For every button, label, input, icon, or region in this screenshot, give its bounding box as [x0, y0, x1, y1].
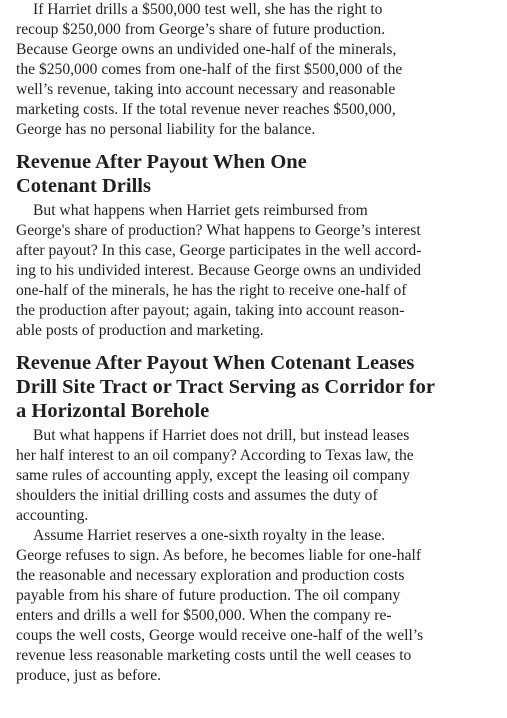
text-line: payable from his share of future production. The oil company	[16, 587, 401, 604]
text-line: recoup $250,000 from George’s share of future production.	[16, 21, 386, 38]
text-line: revenue less reasonable marketing costs until the well ceases to	[16, 647, 412, 664]
document-page	[16, 0, 502, 686]
text-line: ing to his undivided interest. Because George owns an undivided	[16, 262, 422, 279]
paragraph-after-payout	[16, 201, 502, 341]
heading-line: Revenue After Payout When One	[16, 151, 307, 173]
paragraph-lease-to-oil-company	[16, 426, 502, 526]
text-line: Because George owns an undivided one-half of the minerals,	[16, 41, 397, 58]
text-line: same rules of accounting apply, except the leasing oil company	[16, 467, 410, 484]
text-line: able posts of production and marketing.	[16, 322, 264, 339]
heading-line: a Horizontal Borehole	[16, 400, 210, 422]
text-line: the $250,000 comes from one-half of the first $500,000 of the	[16, 61, 403, 78]
text-line: shoulders the initial drilling costs and assumes the duty of	[16, 487, 378, 504]
text-line: one-half of the minerals, he has the right to receive one-half of	[16, 282, 407, 299]
section-heading-cotenant-leases	[16, 351, 502, 423]
text-line: the production after payout; again, taking into account reason-	[16, 302, 405, 319]
text-line: But what happens if Harriet does not drill, but instead leases	[33, 427, 410, 444]
heading-line: Drill Site Tract or Tract Serving as Corridor for	[16, 376, 436, 398]
text-line: coups the well costs, George would receive one-half of the well’s	[16, 627, 424, 644]
text-line: marketing costs. If the total revenue never reaches $500,000,	[16, 101, 396, 118]
text-line: George's share of production? What happens to George’s interest	[16, 222, 421, 239]
text-line: Assume Harriet reserves a one-sixth royalty in the lease.	[33, 527, 386, 544]
text-line: George refuses to sign. As before, he becomes liable for one-half	[16, 547, 422, 564]
paragraph-payout-recoup	[16, 0, 502, 140]
heading-line: Revenue After Payout When Cotenant Leases	[16, 352, 415, 374]
section-heading-one-cotenant-drills	[16, 150, 502, 198]
text-line: accounting.	[16, 507, 89, 524]
heading-line: Cotenant Drills	[16, 175, 151, 197]
text-line: produce, just as before.	[16, 667, 162, 684]
text-line: after payout? In this case, George participates in the well accord-	[16, 242, 422, 259]
paragraph-royalty-example	[16, 526, 502, 686]
text-line: her half interest to an oil company? According to Texas law, the	[16, 447, 414, 464]
text-line: enters and drills a well for $500,000. When the company re-	[16, 607, 392, 624]
text-line: well’s revenue, taking into account necessary and reasonable	[16, 81, 396, 98]
text-line: George has no personal liability for the balance.	[16, 121, 316, 138]
text-line: But what happens when Harriet gets reimbursed from	[33, 202, 368, 219]
text-line: If Harriet drills a $500,000 test well, she has the right to	[33, 1, 383, 18]
text-line: the reasonable and necessary exploration and production costs	[16, 567, 405, 584]
